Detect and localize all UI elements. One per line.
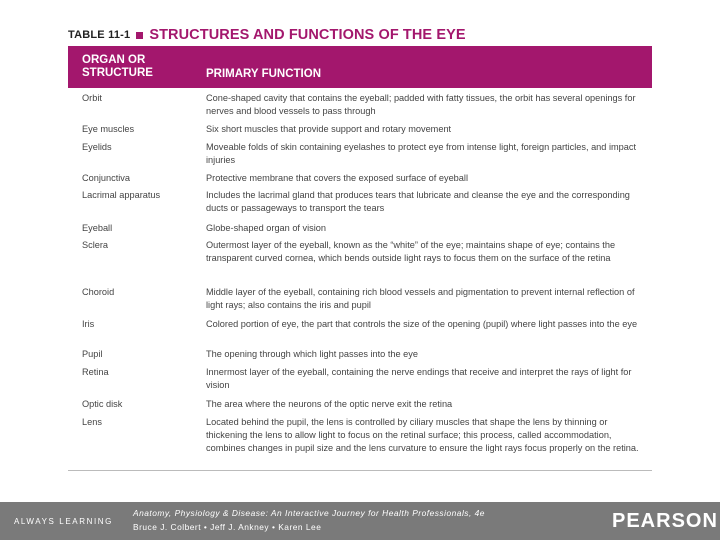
- row-function: The area where the neurons of the optic nerve exit the retina: [206, 399, 453, 409]
- footer-book-title: Anatomy, Physiology & Disease: An Interactive Journey for Health Professionals, 4e: [133, 508, 485, 518]
- table-title: STRUCTURES AND FUNCTIONS OF THE EYE: [149, 27, 466, 43]
- row-organ: Choroid: [82, 287, 115, 297]
- publisher-logo: PEARSON: [612, 510, 718, 532]
- table-bottom-rule: [68, 470, 652, 471]
- row-function: The opening through which light passes into the eye: [206, 349, 418, 359]
- row-organ: Iris: [82, 319, 95, 329]
- footer-authors: Bruce J. Colbert • Jeff J. Ankney • Karen Lee: [133, 522, 322, 532]
- row-organ: Eye muscles: [82, 124, 135, 134]
- row-organ: Pupil: [82, 349, 103, 359]
- row-organ: Sclera: [82, 240, 109, 250]
- row-function: Middle layer of the eyeball, containing rich blood vessels and pigmentation to prevent internal reflection of light rays; also contains the iris and pupil: [206, 287, 635, 310]
- row-function: Includes the lacrimal gland that produces tears that lubricate and cleanse the eye and the corresponding ducts or passageways to transport the tears: [206, 190, 630, 213]
- row-function: Globe-shaped organ of vision: [206, 223, 327, 233]
- row-function: Colored portion of eye, the part that controls the size of the opening (pupil) where light passes into the eye: [206, 319, 638, 329]
- row-organ: Lens: [82, 417, 102, 427]
- row-organ: Lacrimal apparatus: [82, 190, 161, 200]
- row-function: Cone-shaped cavity that contains the eyeball; padded with fatty tissues, the orbit has several openings for nerves and blood vessels to pass through: [206, 93, 636, 116]
- row-function: Protective membrane that covers the exposed surface of eyeball: [206, 173, 468, 183]
- row-function: Outermost layer of the eyeball, known as the “white” of the eye; maintains shape of eye; contains the transparent curved cornea, which bends outside light rays to focus them on the surface of the retina: [206, 240, 616, 263]
- row-function: Located behind the pupil, the lens is controlled by ciliary muscles that shape the lens by thinning or thickening the lens to allow light to focus on the retinal surface; this process, called accommodation, combines changes in pupil size and the lens curvature to ensure the light rays focus properly on the retina.: [206, 417, 639, 453]
- row-function: Moveable folds of skin containing eyelashes to protect eye from intense light, foreign particles, and impact injuries: [206, 142, 637, 165]
- row-organ: Eyelids: [82, 142, 112, 152]
- header-organ: ORGAN OR STRUCTURE: [82, 54, 153, 79]
- row-organ: Orbit: [82, 93, 102, 103]
- table-number: TABLE 11-1: [68, 29, 131, 41]
- row-organ: Retina: [82, 367, 109, 377]
- row-organ: Eyeball: [82, 223, 113, 233]
- row-function: Six short muscles that provide support and rotary movement: [206, 124, 452, 134]
- header-function: PRIMARY FUNCTION: [206, 68, 321, 80]
- footer-brand: ALWAYS LEARNING: [14, 517, 113, 526]
- footer-bar: [0, 502, 720, 540]
- row-organ: Optic disk: [82, 399, 123, 409]
- row-organ: Conjunctiva: [82, 173, 131, 183]
- row-function: Innermost layer of the eyeball, containing the nerve endings that receive and interpret the rays of light for vision: [206, 367, 632, 390]
